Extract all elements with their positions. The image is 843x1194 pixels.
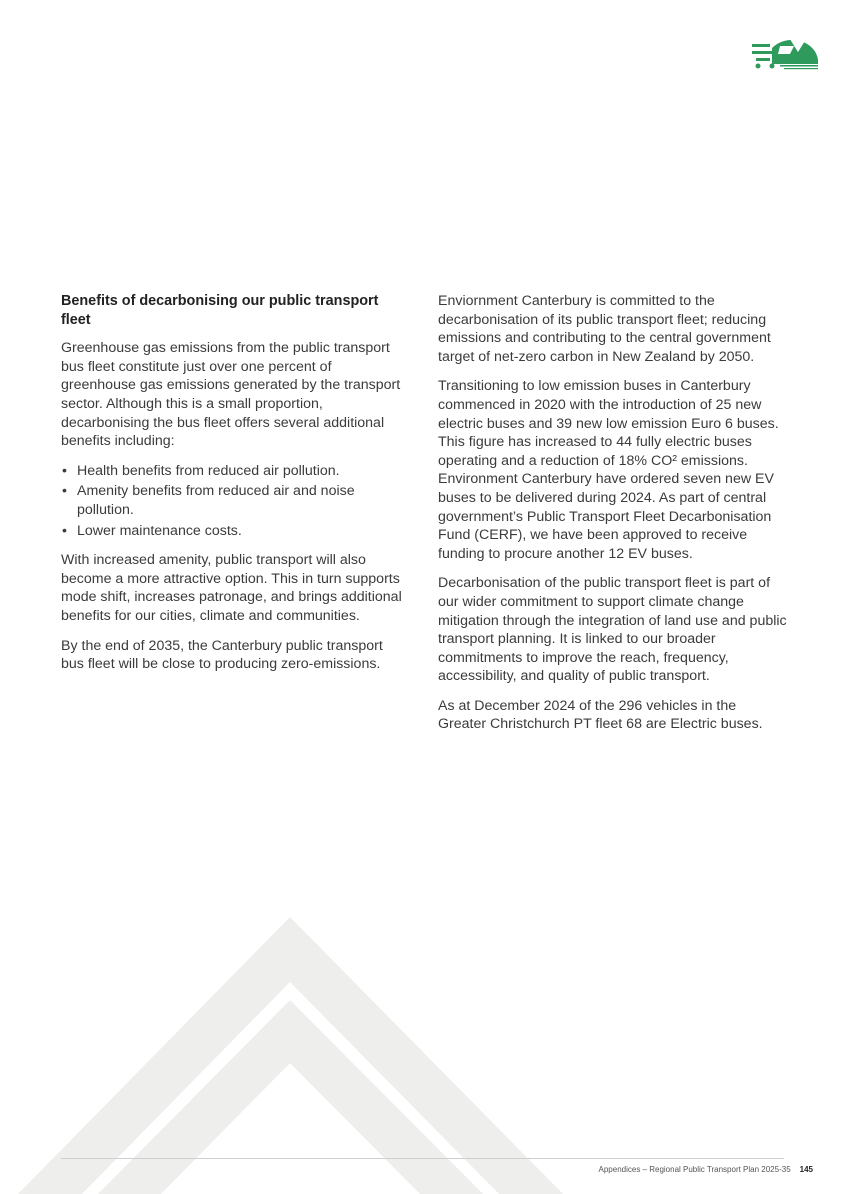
footer-divider [61,1158,784,1159]
list-item: • Lower maintenance costs. [61,522,406,541]
zero-emissions-paragraph: By the end of 2035, the Canterbury public transport bus fleet will be close to producing zero-emissions. [61,637,383,673]
commitment-paragraph: Enviornment Canterbury is committed to the decarbonisation of its public transport fleet; reducing emissions and contributing to the central government target of net-zero carbon in New Zealand by 2050. [438,293,771,365]
section-heading: Benefits of decarbonising our public transport fleet [61,293,379,328]
amenity-paragraph: With increased amenity, public transport will also become a more attractive option. This in turn supports mode shift, increases patronage, and brings additional benefits for our cities, climate and communities. [61,552,402,624]
benefits-list [61,462,406,540]
list-item: • Amenity benefits from reduced air and noise pollution. [61,482,406,519]
transport-logo-icon [750,24,820,70]
right-column [438,292,788,745]
climate-paragraph: Decarbonisation of the public transport fleet is part of our wider commitment to support climate change mitigation through the integration of land use and public transport planning. It is linked to our broader commitments to improve the reach, frequency, accessibility, and quality of public transport. [438,575,787,685]
fleet-paragraph: As at December 2024 of the 296 vehicles in the Greater Christchurch PT fleet 68 are Electric buses. [438,697,763,733]
list-item: • Health benefits from reduced air pollution. [61,462,406,481]
footer-title: Appendices – Regional Public Transport Plan 2025-35 [598,1165,791,1174]
intro-paragraph: Greenhouse gas emissions from the public transport bus fleet constitute just over one percent of greenhouse gas emissions generated by the transport sector. Although this is a small proportion, decarbonising the bus fleet offers several additional benefits including: [61,340,401,450]
left-column [61,292,406,685]
page-footer [599,1165,813,1174]
page-number: 145 [799,1165,813,1174]
transition-paragraph: Transitioning to low emission buses in Canterbury commenced in 2020 with the introduction of 25 new electric buses and 39 new low emission Euro 6 buses. This figure has increased to 44 fully electric buses operating and a reduction of 18% CO² emissions. Environment Canterbury have ordered seven new EV buses to be delivered during 2024. As part of central government’s Public Transport Fleet Decarbonisation Fund (CERF), we have been approved to receive funding to procure another 12 EV buses. [438,378,779,562]
